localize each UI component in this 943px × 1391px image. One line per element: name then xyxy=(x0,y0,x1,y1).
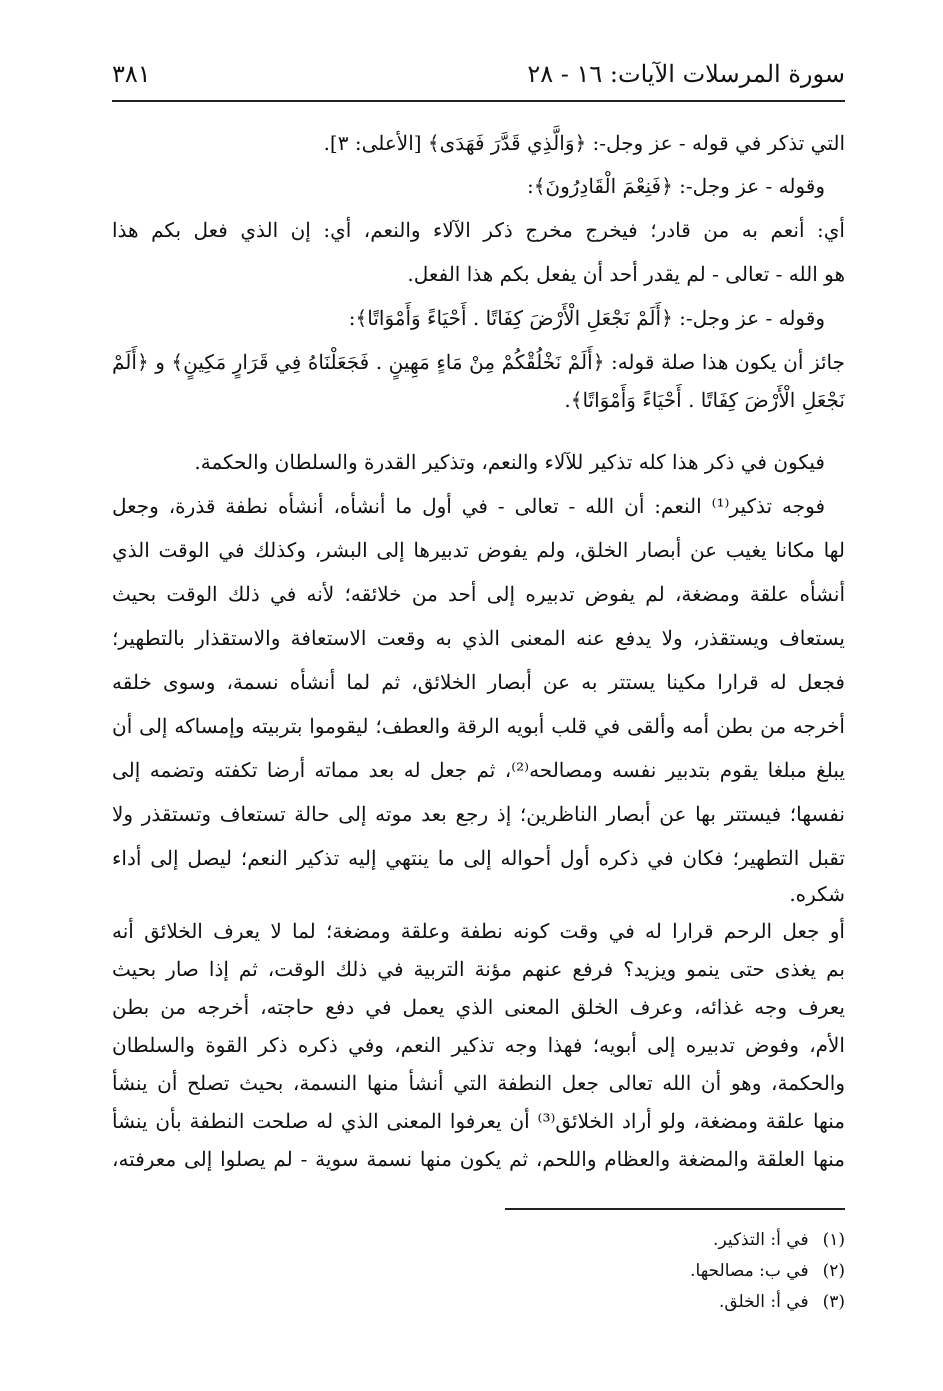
footnote-number: (٢) xyxy=(822,1261,845,1281)
text-line: جائز أن يكون هذا صلة قوله: ﴿أَلَمْ نَخْلُقْكُمْ مِنْ مَاءٍ مَهِينٍ . فَجَعَلْنَاهُ فِي قَرَارٍ مَكِينٍ﴾ و ﴿أَلَمْ xyxy=(112,350,845,374)
text-line: منها العلقة والمضغة والعظام واللحم، ثم يكون منها نسمة سوية - لم يصلوا إلى معرفته، xyxy=(112,1147,845,1171)
running-title: سورة المرسلات الآيات: ١٦ - ٢٨ xyxy=(527,60,845,88)
text-line: أنشأه علقة ومضغة، لم يفوض تدبيره إلى أحد من خلائقه؛ لأنه في ذلك الوقت بحيث xyxy=(112,582,845,606)
text-line: نفسها؛ فيستتر بها عن أبصار الناظرين؛ إذ رجع بعد موته إلى حالة تستعاف وتستقذر ولا xyxy=(112,802,845,826)
footnote-text: في أ: التذكير. xyxy=(713,1230,809,1250)
text-line: يعرف وجه غذائه، وعرف الخلق المعنى الذي يعمل في دفع حاجته، أخرجه من بطن xyxy=(112,995,845,1019)
footnote-text: في أ: الخلق. xyxy=(718,1292,809,1312)
text-line: يبلغ مبلغا يقوم بتدبير نفسه ومصالحه⁽²⁾، ثم جعل له بعد مماته أرضا تكفته وتضمه إلى xyxy=(112,758,845,782)
text-line: أخرجه من بطن أمه وألقى في قلب أبويه الرقة والعطف؛ ليقوموا بتربيته وإمساكه إلى أن xyxy=(112,714,845,738)
text-line: والحكمة، وهو أن الله تعالى جعل النطفة التي أنشأ منها النسمة، بحيث تصلح أن ينشأ xyxy=(112,1071,845,1095)
text-line: أي: أنعم به من قادر؛ فيخرج مخرج ذكر الآلاء والنعم، أي: إن الذي فعل بكم هذا xyxy=(112,218,845,242)
text-line: فيكون في ذكر هذا كله تذكير للآلاء والنعم، وتذكير القدرة والسلطان والحكمة. xyxy=(194,450,825,474)
text-line: وقوله - عز وجل-: ﴿فَنِعْمَ الْقَادِرُونَ﴾: xyxy=(526,174,825,198)
text-line: أو جعل الرحم قرارا له في وقت كونه نطفة وعلقة ومضغة؛ لما لا يعرف الخلائق أنه xyxy=(112,919,845,943)
footnote xyxy=(445,1225,845,1255)
page-number: ٣٨١ xyxy=(112,60,151,88)
text-line: الأم، وفوض تدبيره إلى أبويه؛ فهذا وجه تذكير النعم، وفي ذكره ذكر القوة والسلطان xyxy=(112,1033,845,1057)
footnote xyxy=(445,1287,845,1317)
footnote-separator xyxy=(505,1208,845,1210)
text-line: وقوله - عز وجل-: ﴿أَلَمْ نَجْعَلِ الْأَرْضَ كِفَاتًا . أَحْيَاءً وَأَمْوَاتًا﴾: xyxy=(348,306,825,330)
footnote-number: (١) xyxy=(822,1230,845,1250)
running-header xyxy=(112,52,845,102)
text-line: يستعاف ويستقذر، ولا يدفع عنه المعنى الذي به وقعت الاستعافة والاستقذار بالتطهير؛ xyxy=(112,626,845,650)
text-line: بم يغذى حتى ينمو ويزيد؟ فرفع عنهم مؤنة التربية في ذلك الوقت، ثم إذا صار بحيث xyxy=(112,957,845,981)
footnote-text: في ب: مصالحها. xyxy=(690,1261,809,1281)
text-line: لها مكانا يغيب عن أبصار الخلق، ولم يفوض تدبيرها إلى البشر، وكذلك في الوقت الذي xyxy=(112,538,845,562)
text-line: هو الله - تعالى - لم يقدر أحد أن يفعل بكم هذا الفعل. xyxy=(407,262,845,286)
text-line: شكره. xyxy=(789,882,845,906)
text-line: منها علقة ومضغة، ولو أراد الخلائق⁽³⁾ أن يعرفوا المعنى الذي له صلحت النطفة بأن ينشأ xyxy=(112,1109,845,1133)
text-line: التي تذكر في قوله - عز وجل-: ﴿وَالَّذِي قَدَّرَ فَهَدَى﴾ [الأعلى: ٣]. xyxy=(323,131,845,155)
footnote-number: (٣) xyxy=(822,1292,845,1312)
text-line: فجعل له قرارا مكينا يستتر به عن أبصار الخلائق، ثم لما أنشأه نسمة، وسوى خلقه xyxy=(112,670,845,694)
text-line: فوجه تذكير⁽¹⁾ النعم: أن الله - تعالى - في أول ما أنشأه، أنشأه نطفة قذرة، وجعل xyxy=(112,494,825,518)
text-line: نَجْعَلِ الْأَرْضَ كِفَاتًا . أَحْيَاءً وَأَمْوَاتًا﴾. xyxy=(564,388,845,412)
text-line: تقبل التطهير؛ فكان في ذكره أول أحواله إلى ما ينتهي إليه تذكير النعم؛ ليصل إلى أداء xyxy=(112,846,845,870)
footnote xyxy=(445,1256,845,1286)
